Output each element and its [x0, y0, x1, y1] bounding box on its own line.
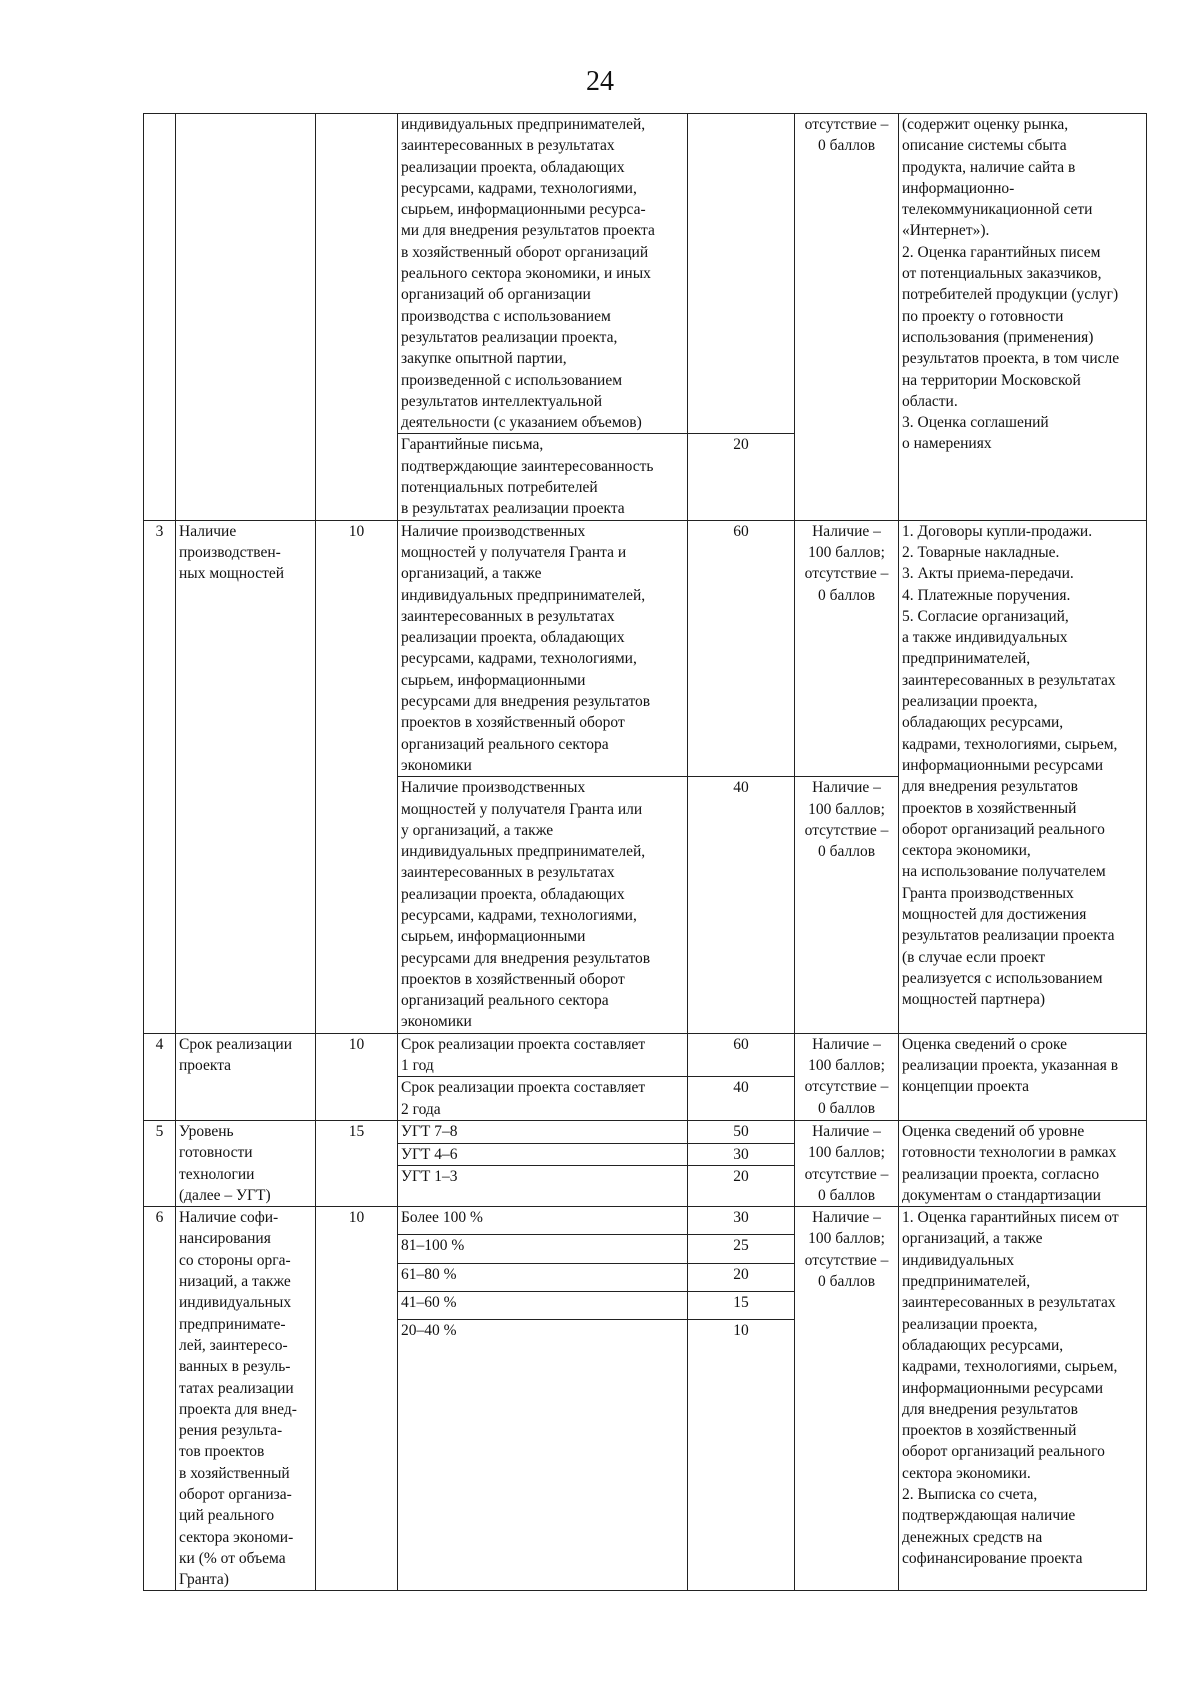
indicator-cell: Более 100 % [398, 1207, 688, 1235]
points-cell: 40 [688, 1077, 795, 1121]
indicator-cell: 20–40 % [398, 1320, 688, 1591]
text-line: мощностей для достижения [902, 905, 1087, 923]
text-line: у организаций, а также [401, 821, 554, 839]
docs-cell [899, 1207, 1147, 1591]
text-line: производствен- [179, 543, 281, 561]
text-line: 4. Платежные поручения. [902, 586, 1071, 604]
text-line: Наличие – [812, 1122, 881, 1140]
text-line: 2. Оценка гарантийных писем [902, 243, 1101, 261]
text-line: результатов проекта, в том числе [902, 350, 1120, 368]
text-line: Гранта) [179, 1571, 229, 1589]
text-line: закупке опытной партии, [401, 350, 567, 368]
text-line: Срок реализации проекта составляет [401, 1035, 646, 1053]
scale-cell [795, 114, 899, 521]
text-line: отсутствие – [804, 565, 889, 583]
text-line: в хозяйственный оборот организаций [401, 243, 649, 261]
text-line: индивидуальных предпринимателей, [401, 843, 646, 861]
indicator-cell [398, 1033, 688, 1077]
text-line: Наличие – [812, 779, 881, 797]
text-line: для внедрения результатов [902, 1400, 1079, 1418]
text-line: отсутствие – [804, 116, 889, 133]
text-line: сырьем, информационными [401, 928, 586, 946]
text-line: ресурсами для внедрения результатов [401, 949, 651, 967]
text-line: 1. Оценка гарантийных писем от [902, 1209, 1119, 1227]
indicator-cell [398, 434, 688, 520]
text-line: для внедрения результатов [902, 778, 1079, 796]
scale-cell [795, 1120, 899, 1206]
text-line: телекоммуникационной сети [902, 201, 1093, 219]
text-line: подтверждающие заинтересованность [401, 457, 654, 475]
text-line: экономики [401, 1013, 472, 1031]
text-line: Наличие производственных [401, 522, 586, 540]
text-line: информационными ресурсами [902, 756, 1104, 774]
text-line: заинтересованных в результатах [401, 137, 615, 155]
text-line: Срок реализации [179, 1035, 292, 1053]
points-cell: 20 [688, 1166, 795, 1207]
text-line: заинтересованных в результатах [401, 864, 615, 882]
text-line: на территории Московской [902, 371, 1081, 389]
text-line: а также индивидуальных [902, 629, 1068, 647]
text-line: проектов в хозяйственный оборот [401, 714, 625, 732]
text-line: в хозяйственный [179, 1464, 290, 1482]
points-cell [688, 114, 795, 434]
text-line: со стороны орга- [179, 1251, 291, 1269]
text-line: готовности технологии в рамках [902, 1144, 1117, 1162]
text-line: от потенциальных заказчиков, [902, 265, 1102, 283]
weight-cell: 10 [316, 520, 398, 1033]
text-line: обладающих ресурсами, [902, 1336, 1064, 1354]
indicator-cell: 81–100 % [398, 1235, 688, 1263]
text-line: 100 баллов; [808, 1144, 885, 1162]
text-line: отсутствие – [804, 1165, 889, 1183]
text-line: реализации проекта, [902, 1315, 1038, 1333]
text-line: 0 баллов [817, 1273, 876, 1291]
text-line: сектора экономи- [179, 1528, 294, 1546]
table-row-continuation [144, 114, 1147, 434]
text-line: в результатах реализации проекта [401, 500, 625, 518]
points-cell: 10 [688, 1320, 795, 1591]
points-cell: 60 [688, 1033, 795, 1077]
docs-cell [899, 520, 1147, 1033]
indicator-cell: УГТ 4–6 [398, 1143, 688, 1166]
text-line: продукта, наличие сайта в [902, 158, 1076, 176]
criterion-cell [176, 114, 316, 521]
num-cell [144, 114, 176, 521]
text-line: денежных средств на [902, 1528, 1043, 1546]
text-line: сырьем, информационными [401, 671, 586, 689]
text-line: по проекту о готовности [902, 307, 1064, 325]
weight-cell: 15 [316, 1120, 398, 1206]
text-line: деятельности (с указанием объемов) [401, 414, 642, 432]
text-line: 0 баллов [817, 1099, 876, 1117]
text-line: предпринимателей, [902, 1273, 1031, 1291]
text-line: подтверждающая наличие [902, 1507, 1076, 1525]
text-line: организаций реального сектора [401, 992, 609, 1010]
text-line: организаций об организации [401, 286, 591, 304]
text-line: ми для внедрения результатов проекта [401, 222, 655, 240]
text-line: оборот организаций реального [902, 820, 1105, 838]
row-number: 6 [144, 1207, 176, 1591]
text-line: 5. Согласие организаций, [902, 607, 1069, 625]
scale-cell [795, 777, 899, 1034]
table-row-5 [144, 1120, 1147, 1143]
text-line: 0 баллов [817, 586, 876, 604]
text-line: Наличие софи- [179, 1209, 279, 1227]
text-line: ций реального [179, 1507, 275, 1525]
text-line: нансирования [179, 1230, 271, 1248]
text-line: 100 баллов; [808, 1057, 885, 1075]
text-line: реализуется с использованием [902, 969, 1103, 987]
text-line: индивидуальных предпринимателей, [401, 586, 646, 604]
indicator-cell: УГТ 7–8 [398, 1120, 688, 1143]
text-line: использования (применения) [902, 328, 1094, 346]
text-line: сектора экономики, [902, 842, 1031, 860]
text-line: индивидуальных предпринимателей, [401, 116, 646, 133]
text-line: заинтересованных в результатах [902, 1294, 1116, 1312]
text-line: рения результа- [179, 1422, 283, 1440]
text-line: проекта для внед- [179, 1400, 297, 1418]
text-line: Гранта производственных [902, 884, 1074, 902]
text-line: Наличие – [812, 522, 881, 540]
text-line: оборот организаций реального [902, 1443, 1105, 1461]
text-line: лей, заинтересо- [179, 1336, 288, 1354]
text-line: ки (% от объема [179, 1549, 286, 1567]
points-cell: 30 [688, 1207, 795, 1235]
criterion-cell [176, 1207, 316, 1591]
table-row-3 [144, 520, 1147, 777]
text-line: сырьем, информационными ресурса- [401, 201, 646, 219]
text-line: проектов в хозяйственный оборот [401, 970, 625, 988]
page-number: 24 [586, 66, 614, 97]
text-line: описание системы сбыта [902, 137, 1067, 155]
row-number: 4 [144, 1033, 176, 1120]
text-line: реализации проекта, указанная в [902, 1057, 1119, 1075]
points-cell: 50 [688, 1120, 795, 1143]
text-line: татах реализации [179, 1379, 294, 1397]
points-cell: 20 [688, 434, 795, 520]
row-number: 3 [144, 520, 176, 1033]
text-line: сектора экономики. [902, 1464, 1031, 1482]
text-line: Гарантийные письма, [401, 436, 544, 454]
text-line: 100 баллов; [808, 543, 885, 561]
text-line: организаций реального сектора [401, 735, 609, 753]
text-line: ных мощностей [179, 565, 285, 583]
text-line: 100 баллов; [808, 1230, 885, 1248]
weight-cell: 10 [316, 1033, 398, 1120]
text-line: информационно- [902, 179, 1015, 197]
text-line: на использование получателем [902, 863, 1106, 881]
text-line: индивидуальных [179, 1294, 292, 1312]
text-line: 2 года [401, 1100, 441, 1118]
text-line: Наличие [179, 522, 237, 540]
text-line: реализации проекта, [902, 693, 1038, 711]
text-line: мощностей у получателя Гранта или [401, 800, 643, 818]
text-line: Уровень [179, 1122, 234, 1140]
text-line: индивидуальных [902, 1251, 1015, 1269]
scale-cell [795, 1207, 899, 1591]
text-line: софинансирование проекта [902, 1549, 1083, 1567]
text-line: технологии [179, 1165, 255, 1183]
text-line: кадрами, технологиями, сырьем, [902, 1358, 1118, 1376]
text-line: информационными ресурсами [902, 1379, 1104, 1397]
text-line: области. [902, 392, 958, 410]
indicator-cell: 41–60 % [398, 1292, 688, 1320]
scale-cell [795, 520, 899, 777]
text-line: экономики [401, 756, 472, 774]
indicator-cell [398, 1077, 688, 1121]
criteria-table [143, 113, 1147, 1591]
table-row-6 [144, 1207, 1147, 1235]
text-line: 1. Договоры купли-продажи. [902, 522, 1093, 540]
text-line: концепции проекта [902, 1078, 1030, 1096]
text-line: оборот организа- [179, 1486, 292, 1503]
text-line: реализации проекта, обладающих [401, 885, 625, 903]
text-line: 2. Выписка со счета, [902, 1486, 1038, 1503]
text-line: потребителей продукции (услуг) [902, 286, 1119, 304]
text-line: реализации проекта, обладающих [401, 629, 625, 647]
text-line: Наличие – [812, 1035, 881, 1053]
text-line: кадрами, технологиями, сырьем, [902, 735, 1118, 753]
text-line: (в случае если проект [902, 948, 1046, 966]
text-line: тов проектов [179, 1443, 265, 1461]
weight-cell: 10 [316, 1207, 398, 1591]
text-line: 0 баллов [817, 137, 876, 155]
text-line: ресурсами для внедрения результатов [401, 693, 651, 711]
weight-cell [316, 114, 398, 521]
criterion-cell [176, 1120, 316, 1206]
text-line: готовности [179, 1144, 253, 1162]
docs-cell [899, 1120, 1147, 1206]
text-line: низаций, а также [179, 1273, 291, 1291]
text-line: мощностей у получателя Гранта и [401, 543, 627, 561]
text-line: о намерениях [902, 435, 992, 453]
text-line: Оценка сведений о сроке [902, 1035, 1068, 1053]
text-line: отсутствие – [804, 1251, 889, 1269]
text-line: 2. Товарные накладные. [902, 543, 1060, 561]
text-line: ресурсами, кадрами, технологиями, [401, 906, 637, 924]
indicator-cell: УГТ 1–3 [398, 1166, 688, 1207]
text-line: Наличие производственных [401, 779, 586, 797]
text-line: организаций, а также [401, 565, 542, 583]
text-line: «Интернет»). [902, 222, 990, 240]
text-line: заинтересованных в результатах [401, 607, 615, 625]
text-line: производства с использованием [401, 307, 611, 325]
text-line: (содержит оценку рынка, [902, 116, 1069, 133]
text-line: 0 баллов [817, 843, 876, 861]
docs-cell [899, 1033, 1147, 1120]
text-line: 3. Оценка соглашений [902, 414, 1049, 432]
criterion-cell [176, 1033, 316, 1120]
text-line: результатов интеллектуальной [401, 392, 603, 410]
text-line: организаций, а также [902, 1230, 1043, 1248]
text-line: документам о стандартизации [902, 1186, 1101, 1204]
text-line: Оценка сведений об уровне [902, 1122, 1085, 1140]
text-line: реализации проекта, обладающих [401, 158, 625, 176]
criterion-cell [176, 520, 316, 1033]
text-line: 1 год [401, 1057, 434, 1075]
text-line: ванных в резуль- [179, 1358, 291, 1376]
scale-cell [795, 1033, 899, 1120]
text-line: предпринимателей, [902, 650, 1031, 668]
indicator-cell [398, 777, 688, 1034]
text-line: реализации проекта, согласно [902, 1165, 1100, 1183]
text-line: предпринимате- [179, 1315, 286, 1333]
text-line: 3. Акты приема-передачи. [902, 565, 1074, 583]
text-line: ресурсами, кадрами, технологиями, [401, 650, 637, 668]
indicator-cell [398, 520, 688, 777]
text-line: Срок реализации проекта составляет [401, 1079, 646, 1097]
text-line: Наличие – [812, 1209, 881, 1227]
table-row-4 [144, 1033, 1147, 1077]
text-line: результатов реализации проекта, [401, 328, 618, 346]
points-cell: 60 [688, 520, 795, 777]
text-line: ресурсами, кадрами, технологиями, [401, 179, 637, 197]
indicator-cell: 61–80 % [398, 1263, 688, 1291]
text-line: обладающих ресурсами, [902, 714, 1064, 732]
docs-cell [899, 114, 1147, 521]
text-line: реального сектора экономики, и иных [401, 265, 651, 283]
points-cell: 30 [688, 1143, 795, 1166]
text-line: потенциальных потребителей [401, 479, 598, 497]
indicator-cell [398, 114, 688, 434]
points-cell: 20 [688, 1263, 795, 1291]
text-line: отсутствие – [804, 1078, 889, 1096]
text-line: заинтересованных в результатах [902, 671, 1116, 689]
points-cell: 15 [688, 1292, 795, 1320]
text-line: мощностей партнера) [902, 991, 1046, 1009]
text-line: произведенной с использованием [401, 371, 623, 389]
text-line: проекта [179, 1057, 232, 1075]
text-line: проектов в хозяйственный [902, 799, 1077, 817]
text-line: результатов реализации проекта [902, 927, 1115, 945]
points-cell: 40 [688, 777, 795, 1034]
text-line: (далее – УГТ) [179, 1186, 271, 1204]
text-line: проектов в хозяйственный [902, 1422, 1077, 1440]
points-cell: 25 [688, 1235, 795, 1263]
text-line: 100 баллов; [808, 800, 885, 818]
text-line: отсутствие – [804, 821, 889, 839]
row-number: 5 [144, 1120, 176, 1206]
text-line: 0 баллов [817, 1186, 876, 1204]
